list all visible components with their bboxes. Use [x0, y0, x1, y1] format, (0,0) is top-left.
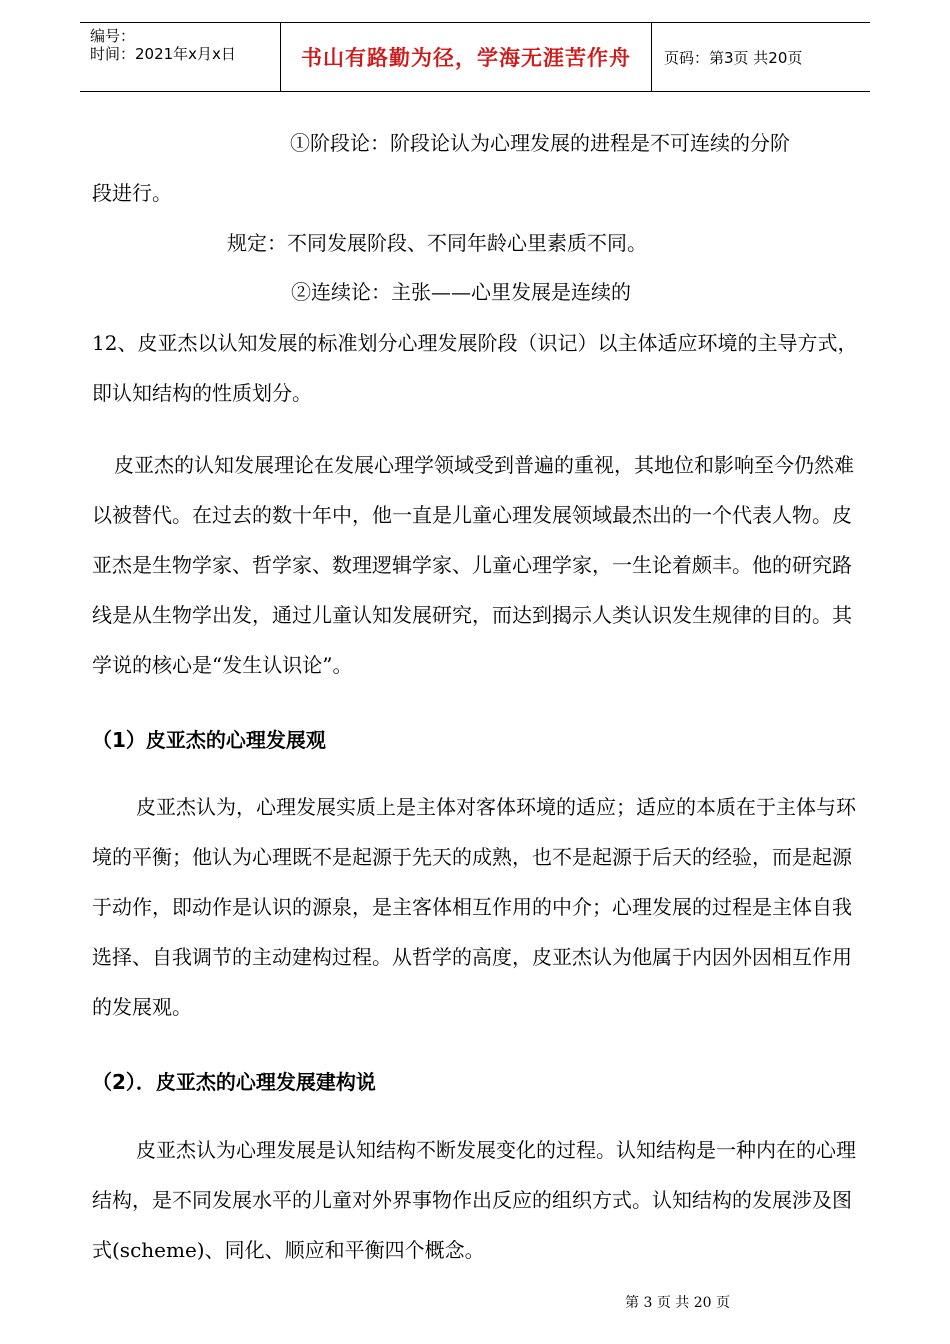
stage-theory-line1: ①阶段论：阶段论认为心理发展的进程是不可连续的分阶: [290, 131, 790, 155]
paragraph-continuity-theory: ②连续论：主张——心里发展是连续的: [291, 280, 631, 304]
paragraph-development-view: 皮亚杰认为，心理发展实质上是主体对客体环境的适应；适应的本质在于主体与环境的平衡；他认为心理既不是起源于先天的成熟，也不是起源于后天的经验，而是起源于动作，即动作是认识的源泉，是主客体相互作用的中介；心理发展的过程是主体自我选择、自我调节的主动建构过程。从哲学的高度，皮亚杰认为他属于内因外因相互作用的发展观。: [92, 795, 856, 1019]
stage-theory-line2: 段进行。: [92, 181, 172, 205]
section-heading-2: （2）．皮亚杰的心理发展建构说: [92, 1070, 376, 1094]
paragraph-item-12: 12、皮亚杰以认知发展的标准划分心理发展阶段（识记）以主体适应环境的主导方式，即认知结构的性质划分。: [92, 331, 858, 405]
document-number-label: 编号：: [90, 27, 136, 45]
section-heading-1: （1）皮亚杰的心理发展观: [92, 728, 326, 752]
footer-page-number: 第 3 页 共 20 页: [625, 1295, 730, 1311]
page-footer: [0, 1292, 950, 1312]
paragraph-stage-theory: [92, 118, 862, 218]
paragraph-construction-theory: 皮亚杰认为心理发展是认知结构不断发展变化的过程。认知结构是一种内在的心理结构，是不同发展水平的儿童对外界事物作出反应的组织方式。认知结构的发展涉及图式(scheme)、同化、顺应和平衡四个概念。: [92, 1138, 856, 1262]
header-motto: 书山有路勤为径，学海无涯苦作舟: [281, 23, 652, 91]
paragraph-piaget-intro: 皮亚杰的认知发展理论在发展心理学领域受到普遍的重视，其地位和影响至今仍然难以被替代。在过去的数十年中，他一直是儿童心理发展领域最杰出的一个代表人物。皮亚杰是生物学家、哲学家、数理逻辑学家、儿童心理学家，一生论着颇丰。他的研究路线是从生物学出发，通过儿童认知发展研究，而达到揭示人类认识发生规律的目的。其学说的核心是“发生认识论”。: [92, 453, 854, 677]
header-page-info: 页码：第3页 共20页: [664, 48, 803, 67]
paragraph-definition: 规定：不同发展阶段、不同年龄心里素质不同。: [227, 231, 647, 255]
header-meta: [80, 23, 281, 91]
document-time: 时间：2021年x月x日: [90, 45, 236, 63]
page-header: [80, 22, 870, 92]
